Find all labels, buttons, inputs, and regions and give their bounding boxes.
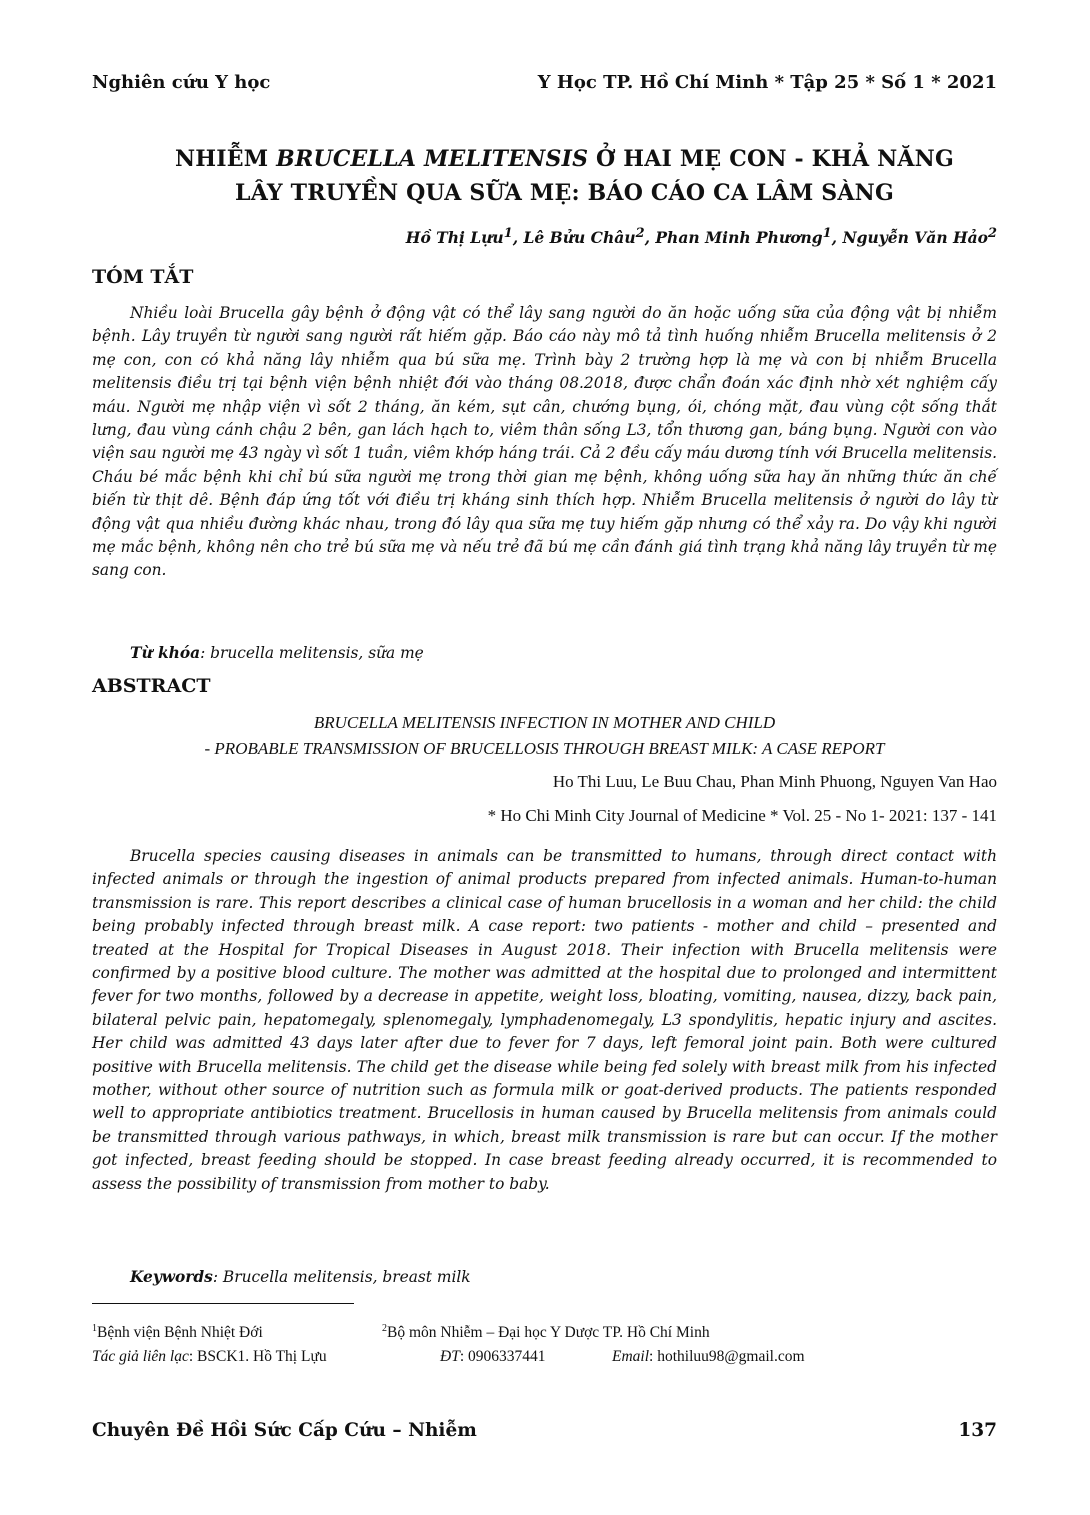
abstract-keywords: [130, 1268, 471, 1286]
title-part-b: Ở HAI MẸ CON - KHẢ NĂNG: [588, 146, 954, 172]
header-section: Nghiên cứu Y học: [92, 72, 271, 93]
affil-sup-2: 2: [382, 1323, 387, 1334]
affiliation-2: [382, 1323, 710, 1342]
abstract-authors: Ho Thi Luu, Le Buu Chau, Phan Minh Phuong, Nguyen Van Hao: [552, 772, 997, 791]
author-affil: 1: [503, 226, 513, 241]
footnote-divider: [92, 1303, 354, 1304]
phone-label: ĐT: [440, 1348, 460, 1365]
email-label: Email: [612, 1348, 650, 1365]
keywords-value-en: : Brucella melitensis, breast milk: [212, 1268, 471, 1286]
tom-tat-text: Nhiều loài Brucella gây bệnh ở động vật có thể lây sang người do ăn hoặc uống sữa của động vật bị nhiễm bệnh. Lây truyền từ người sang người rất hiếm gặp. Báo cáo này mô tả tình huống nhiễm Brucella melitensis ở 2 mẹ con, con có khả năng lây nhiễm qua bú sữa mẹ. Trình bày 2 trường hợp là mẹ và con bị nhiễm Brucella melitensis điều trị tại bệnh viện bệnh nhiệt đới vào tháng 08.2018, được chẩn đoán xác định nhờ xét nghiệm cấy máu. Người mẹ nhập viện vì sốt 2 tháng, ăn kém, sụt cân, chướng bụng, ói, chóng mặt, đau vùng cột sống thắt lưng, đau vùng cánh chậu 2 bên, gan lách hạch to, viêm thân sống L3, tổn thương gan, báng bụng. Người con vào viện sau người mẹ 43 ngày vì sốt 1 tuần, viêm khớp háng trái. Cả 2 đều cấy máu dương tính với Brucella melitensis. Cháu bé mắc bệnh khi chỉ bú sữa người mẹ trong thời gian mẹ bệnh, không uống sữa hay ăn những thức ăn chế biến từ thịt dê. Bệnh đáp ứng tốt với điều trị kháng sinh thích hợp. Nhiễm Brucella melitensis ở người do lây từ động vật qua nhiều đường khác nhau, trong đó lây qua sữa mẹ tuy hiếm gặp nhưng có thể xảy ra. Do vậy khi người mẹ mắc bệnh, không nên cho trẻ bú sữa mẹ và nếu trẻ đã bú mẹ cần đánh giá tình trạng khả năng lây truyền từ mẹ sang con.: [92, 304, 997, 580]
author-name: Phan Minh Phương: [655, 228, 823, 248]
affil-text-2: Bộ môn Nhiễm – Đại học Y Dược TP. Hồ Chí Minh: [387, 1324, 710, 1342]
email-value: : hothiluu98@gmail.com: [649, 1348, 805, 1365]
tom-tat-body: [92, 302, 997, 583]
title-part-a: NHIỄM: [174, 146, 277, 172]
article-title: [132, 142, 997, 210]
phone-value: : 0906337441: [459, 1348, 546, 1365]
tom-tat-heading: TÓM TẮT: [92, 266, 194, 288]
abstract-heading: ABSTRACT: [92, 675, 211, 697]
running-footer: [92, 1420, 997, 1441]
abstract-title: [92, 710, 997, 762]
affil-text-1: Bệnh viện Bệnh Nhiệt Đới: [97, 1324, 263, 1342]
author-sep: ,: [831, 228, 843, 248]
tom-tat-keywords: [130, 644, 424, 662]
contact-email: [612, 1348, 805, 1366]
author-list-vi: [406, 226, 997, 247]
author-affil: 2: [988, 226, 997, 241]
author-name: Hồ Thị Lựu: [405, 228, 504, 248]
abstract-title-line-1: BRUCELLA MELITENSIS INFECTION IN MOTHER AND CHILD: [313, 713, 776, 732]
affiliation-1: [92, 1323, 263, 1342]
author-name: Nguyễn Văn Hảo: [842, 228, 989, 248]
author-sep: ,: [512, 228, 524, 248]
page-number: 137: [958, 1420, 997, 1441]
abstract-body: [92, 845, 997, 1196]
abstract-citation: * Ho Chi Minh City Journal of Medicine * Vol. 25 - No 1- 2021: 137 - 141: [487, 806, 997, 825]
running-header: [92, 72, 997, 98]
abstract-title-line-2: - PROBABLE TRANSMISSION OF BRUCELLOSIS THROUGH BREAST MILK: A CASE REPORT: [204, 739, 885, 758]
contact-label: Tác giả liên lạc: [92, 1348, 189, 1365]
keywords-label-en: Keywords: [130, 1268, 213, 1286]
title-species: BRUCELLA MELITENSIS: [276, 146, 589, 172]
corresponding-author: [92, 1348, 327, 1366]
author-affil: 1: [822, 226, 832, 241]
contact-phone: [440, 1348, 546, 1366]
keywords-label-vi: Từ khóa: [130, 644, 201, 662]
affil-sup-1: 1: [92, 1323, 97, 1334]
author-affil: 2: [635, 226, 645, 241]
keywords-value-vi: : brucella melitensis, sữa mẹ: [200, 644, 424, 662]
header-journal: Y Học TP. Hồ Chí Minh * Tập 25 * Số 1 * 2021: [537, 72, 997, 93]
title-line-1: [132, 142, 997, 176]
footer-section: Chuyên Đề Hồi Sức Cấp Cứu – Nhiễm: [92, 1420, 477, 1441]
abstract-text: Brucella species causing diseases in animals can be transmitted to humans, through direct contact with infected animals or through the ingestion of animal products prepared from infected animals. Human-to-human transmission is rare. This report describes a clinical case of human brucellosis in a woman and her child: the child being probably infected through breast milk. A case report: two patients - mother and child – presented and treated at the Hospital for Tropical Diseases in August 2018. Their infection with Brucella melitensis were confirmed by a positive blood culture. The mother was admitted at the hospital due to prolonged and intermittent fever for two months, followed by a decrease in appetite, weight loss, bloating, vomiting, nausea, dizzy, back pain, bilateral pelvic pain, hepatomegaly, splenomegaly, lymphadenomegaly, L3 spondylitis, hepatic injury and ascites. Her child was admitted 43 days later after due to fever for 7 days, left femoral joint pain. Both were cultured positive with Brucella melitensis. The child get the disease while being fed solely with breast milk from his infected mother, without other source of nutrition such as formula milk or goat-derived products. The patients responded well to appropriate antibiotics treatment. Brucellosis in human caused by Brucella melitensis from animals could be transmitted through various pathways, in which, breast milk transmission is rare but can occur. If the mother got infected, breast feeding should be stopped. In case breast feeding already occurred, it is recommended to assess the possibility of transmission from mother to baby.: [92, 847, 997, 1193]
author-name: Lê Bửu Châu: [523, 228, 636, 248]
contact-value: : BSCK1. Hồ Thị Lựu: [188, 1348, 327, 1365]
title-line-2: LÂY TRUYỀN QUA SỮA MẸ: BÁO CÁO CA LÂM SÀNG: [235, 180, 894, 206]
author-sep: ,: [644, 228, 656, 248]
